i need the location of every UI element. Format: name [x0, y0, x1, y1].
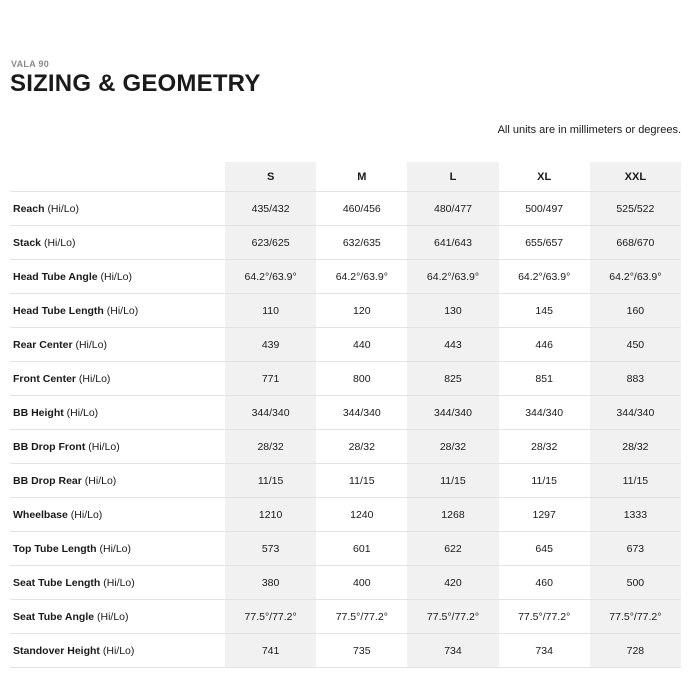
value-cell-s: 11/15: [225, 464, 316, 498]
value-cell-m: 11/15: [316, 464, 407, 498]
row-label-cell: [10, 532, 225, 566]
table-row: [10, 396, 681, 430]
value-cell-xl: 851: [499, 362, 590, 396]
row-label-cell: [10, 464, 225, 498]
row-label-qualifier: (Hi/Lo): [43, 236, 76, 249]
value-cell-xxl: 673: [590, 532, 681, 566]
value-cell-s: 741: [225, 634, 316, 668]
value-cell-xxl: 1333: [590, 498, 681, 532]
value-cell-xl: 11/15: [499, 464, 590, 498]
value-cell-l: 11/15: [407, 464, 498, 498]
row-label-cell: [10, 192, 225, 226]
geometry-table-body: [10, 192, 681, 668]
value-cell-xl: 64.2°/63.9°: [499, 260, 590, 294]
value-cell-s: 573: [225, 532, 316, 566]
row-label: Standover Height: [13, 644, 100, 657]
row-label-qualifier: (Hi/Lo): [66, 406, 99, 419]
value-cell-xl: 460: [499, 566, 590, 600]
row-label-cell: [10, 430, 225, 464]
value-cell-s: 28/32: [225, 430, 316, 464]
value-cell-m: 77.5°/77.2°: [316, 600, 407, 634]
value-cell-l: 420: [407, 566, 498, 600]
value-cell-xxl: 728: [590, 634, 681, 668]
value-cell-m: 800: [316, 362, 407, 396]
row-label-cell: [10, 498, 225, 532]
value-cell-s: 771: [225, 362, 316, 396]
value-cell-l: 443: [407, 328, 498, 362]
row-label-qualifier: (Hi/Lo): [47, 202, 79, 215]
value-cell-m: 460/456: [316, 192, 407, 226]
value-cell-xl: 28/32: [499, 430, 590, 464]
table-row: [10, 362, 681, 396]
table-row: [10, 498, 681, 532]
row-label: BB Drop Rear: [13, 474, 82, 487]
table-row: [10, 328, 681, 362]
table-row: [10, 600, 681, 634]
row-label-cell: [10, 294, 225, 328]
row-label-qualifier: (Hi/Lo): [88, 440, 120, 453]
value-cell-xxl: 64.2°/63.9°: [590, 260, 681, 294]
row-label-cell: [10, 634, 225, 668]
row-label: Wheelbase: [13, 508, 68, 521]
page-title: SIZING & GEOMETRY: [10, 70, 261, 97]
row-label: BB Height: [13, 406, 64, 419]
row-label-qualifier: (Hi/Lo): [100, 270, 133, 283]
value-cell-xxl: 28/32: [590, 430, 681, 464]
table-row: [10, 294, 681, 328]
value-cell-l: 480/477: [407, 192, 498, 226]
value-cell-m: 400: [316, 566, 407, 600]
value-cell-s: 439: [225, 328, 316, 362]
row-label-cell: [10, 328, 225, 362]
value-cell-l: 641/643: [407, 226, 498, 260]
value-cell-m: 601: [316, 532, 407, 566]
row-label: Reach: [13, 202, 45, 215]
value-cell-xxl: 500: [590, 566, 681, 600]
value-cell-s: 1210: [225, 498, 316, 532]
row-label: Top Tube Length: [13, 542, 97, 555]
table-row: [10, 634, 681, 668]
value-cell-xl: 77.5°/77.2°: [499, 600, 590, 634]
row-label-cell: [10, 260, 225, 294]
geometry-table: [10, 162, 681, 668]
value-cell-xxl: 450: [590, 328, 681, 362]
value-cell-s: 64.2°/63.9°: [225, 260, 316, 294]
value-cell-xxl: 668/670: [590, 226, 681, 260]
value-cell-m: 64.2°/63.9°: [316, 260, 407, 294]
value-cell-s: 110: [225, 294, 316, 328]
value-cell-xl: 344/340: [499, 396, 590, 430]
table-row: [10, 532, 681, 566]
size-header-xxl: XXL: [590, 162, 681, 192]
value-cell-xxl: 525/522: [590, 192, 681, 226]
table-row: [10, 226, 681, 260]
value-cell-m: 440: [316, 328, 407, 362]
row-label-qualifier: (Hi/Lo): [70, 508, 103, 521]
row-label: Head Tube Length: [13, 304, 104, 317]
value-cell-l: 1268: [407, 498, 498, 532]
row-label: Seat Tube Length: [13, 576, 101, 589]
value-cell-xl: 446: [499, 328, 590, 362]
table-row: [10, 260, 681, 294]
value-cell-l: 734: [407, 634, 498, 668]
value-cell-l: 28/32: [407, 430, 498, 464]
value-cell-l: 64.2°/63.9°: [407, 260, 498, 294]
value-cell-l: 77.5°/77.2°: [407, 600, 498, 634]
value-cell-m: 1240: [316, 498, 407, 532]
size-header-xl: XL: [499, 162, 590, 192]
model-name: VALA 90: [11, 59, 50, 69]
value-cell-xl: 655/657: [499, 226, 590, 260]
value-cell-m: 735: [316, 634, 407, 668]
value-cell-m: 632/635: [316, 226, 407, 260]
value-cell-l: 344/340: [407, 396, 498, 430]
value-cell-s: 77.5°/77.2°: [225, 600, 316, 634]
value-cell-m: 344/340: [316, 396, 407, 430]
value-cell-l: 130: [407, 294, 498, 328]
row-label-qualifier: (Hi/Lo): [102, 644, 135, 657]
value-cell-s: 435/432: [225, 192, 316, 226]
row-label-cell: [10, 362, 225, 396]
row-label-qualifier: (Hi/Lo): [99, 542, 132, 555]
size-header-l: L: [407, 162, 498, 192]
units-note: All units are in millimeters or degrees.: [497, 124, 681, 136]
geometry-table-header: [10, 162, 681, 192]
row-label-cell: [10, 226, 225, 260]
row-label-cell: [10, 600, 225, 634]
row-label: Stack: [13, 236, 42, 249]
value-cell-xxl: 77.5°/77.2°: [590, 600, 681, 634]
value-cell-xl: 645: [499, 532, 590, 566]
value-cell-l: 825: [407, 362, 498, 396]
row-label-qualifier: (Hi/Lo): [84, 474, 117, 487]
value-cell-xl: 734: [499, 634, 590, 668]
row-label: Rear Center: [13, 338, 73, 351]
table-row: [10, 430, 681, 464]
row-label: Front Center: [13, 372, 76, 385]
row-label: Seat Tube Angle: [13, 610, 95, 623]
row-label-qualifier: (Hi/Lo): [78, 372, 111, 385]
table-row: [10, 566, 681, 600]
value-cell-m: 28/32: [316, 430, 407, 464]
size-header-m: M: [316, 162, 407, 192]
row-label-qualifier: (Hi/Lo): [97, 610, 129, 623]
value-cell-xxl: 344/340: [590, 396, 681, 430]
row-label-cell: [10, 566, 225, 600]
value-cell-m: 120: [316, 294, 407, 328]
value-cell-xxl: 160: [590, 294, 681, 328]
row-label-cell: [10, 396, 225, 430]
size-header-row: [10, 162, 681, 192]
size-header-s: S: [225, 162, 316, 192]
row-label-qualifier: (Hi/Lo): [75, 338, 107, 351]
value-cell-s: 623/625: [225, 226, 316, 260]
value-cell-xxl: 11/15: [590, 464, 681, 498]
row-label-qualifier: (Hi/Lo): [106, 304, 139, 317]
row-label: BB Drop Front: [13, 440, 86, 453]
row-label-qualifier: (Hi/Lo): [103, 576, 135, 589]
value-cell-xl: 1297: [499, 498, 590, 532]
row-label: Head Tube Angle: [13, 270, 98, 283]
value-cell-xl: 500/497: [499, 192, 590, 226]
value-cell-l: 622: [407, 532, 498, 566]
value-cell-xxl: 883: [590, 362, 681, 396]
value-cell-s: 380: [225, 566, 316, 600]
value-cell-xl: 145: [499, 294, 590, 328]
table-row: [10, 464, 681, 498]
value-cell-s: 344/340: [225, 396, 316, 430]
header-label-cell: [10, 162, 225, 192]
table-row: [10, 192, 681, 226]
